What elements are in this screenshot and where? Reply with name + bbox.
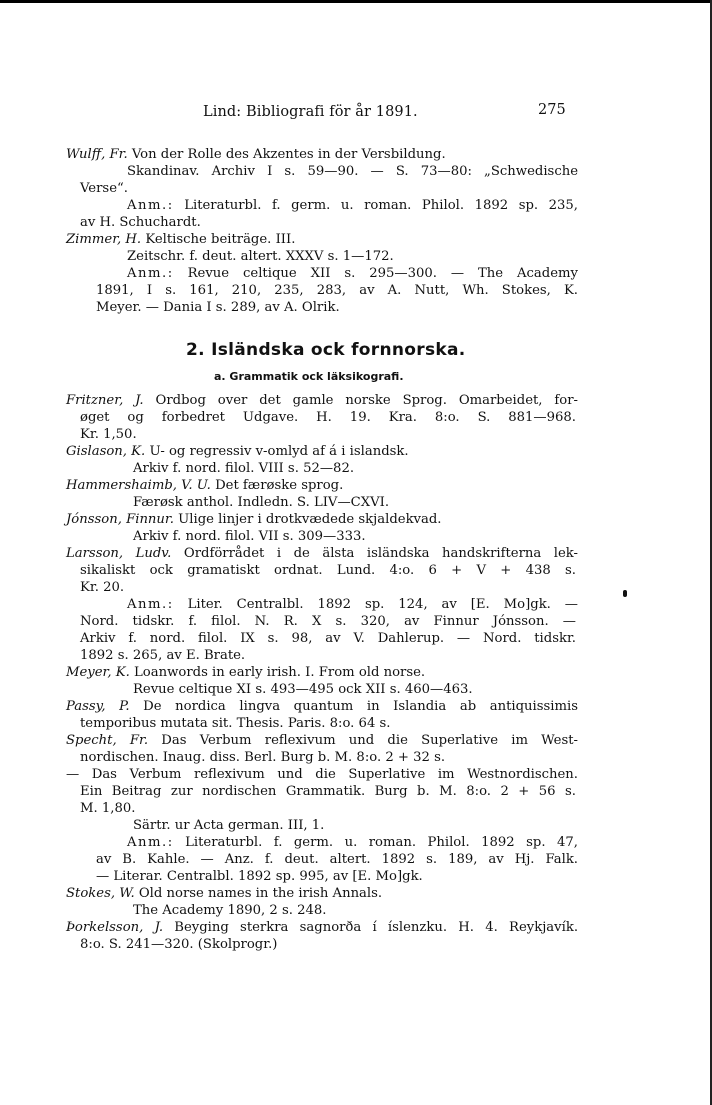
author-name: Þorkelsson, J.: [66, 920, 164, 935]
anm-label: Anm.:: [127, 597, 174, 612]
entry-fritzner-line-1: [66, 392, 578, 409]
entry-zimmer-line-4: 1891, I s. 161, 210, 235, 283, av A. Nutt, Wh. Stokes, K.: [96, 283, 578, 298]
author-name: Jónsson, Finnur.: [66, 512, 174, 527]
entry-specht-line-9: — Literar. Centralbl. 1892 sp. 995, av [E. Mo]gk.: [96, 869, 423, 884]
entry-specht-line-4: Ein Beitrag zur nordischen Grammatik. Burg b. M. 8:o. 2 + 56 s.: [80, 784, 576, 799]
entry-text: Das Verbum reflexivum und die Superlative im West-: [161, 733, 578, 748]
author-name: Zimmer, H.: [66, 232, 142, 247]
entry-zimmer-line-5: Meyer. — Dania I s. 289, av A. Olrik.: [96, 300, 340, 315]
entry-larsson-line-7: 1892 s. 265, av E. Brate.: [80, 648, 246, 663]
entry-text: Keltische beiträge. III.: [145, 232, 296, 247]
entry-thorkelsson-line-1: [66, 919, 578, 936]
entry-hammershaimb-line-2: Færøsk anthol. Indledn. S. LIV—CXVI.: [133, 495, 390, 510]
author-name: Meyer, K.: [66, 665, 130, 680]
entry-larsson-line-3: Kr. 20.: [80, 580, 125, 595]
author-name: Wulff, Fr.: [66, 147, 128, 162]
entry-text: Literaturbl. f. germ. u. roman. Philol. 1892 sp. 47,: [185, 835, 578, 850]
entry-passy-line-2: temporibus mutata sit. Thesis. Paris. 8:o. 64 s.: [80, 716, 391, 731]
entry-jonsson-line-1: [66, 511, 578, 528]
entry-text: Old norse names in the irish Annals.: [138, 886, 383, 901]
author-name: Gislason, K.: [66, 444, 146, 459]
entry-wulff-line-3: Verse“.: [80, 181, 128, 196]
entry-gislason-line-1: [66, 443, 578, 460]
author-name: Fritzner, J.: [66, 393, 144, 408]
anm-label: Anm.:: [127, 198, 174, 213]
entry-meyer-line-1: [66, 664, 578, 681]
entry-specht-line-2: nordischen. Inaug. diss. Berl. Burg b. M. 8:o. 2 + 32 s.: [80, 750, 446, 765]
entry-thorkelsson-line-2: 8:o. S. 241—320. (Skolprogr.): [80, 937, 278, 952]
entry-specht-line-1: [66, 732, 578, 749]
author-name: Hammershaimb, V. U.: [66, 478, 211, 493]
entry-meyer-line-2: Revue celtique XI s. 493—495 ock XII s. 460—463.: [133, 682, 473, 697]
entry-wulff-line-1: [66, 146, 578, 163]
anm-label: Anm.:: [127, 835, 174, 850]
entry-zimmer-line-1: [66, 231, 578, 248]
entry-gislason-line-2: Arkiv f. nord. filol. VIII s. 52—82.: [133, 461, 355, 476]
entry-text: Liter. Centralbl. 1892 sp. 124, av [E. Mo]gk. —: [187, 597, 578, 612]
entry-wulff-line-5: av H. Schuchardt.: [80, 215, 201, 230]
entry-jonsson-line-2: Arkiv f. nord. filol. VII s. 309—333.: [133, 529, 366, 544]
entry-wulff-line-2: Skandinav. Archiv I s. 59—90. — S. 73—80: „Schwedische: [127, 164, 578, 179]
section-heading: 2. Isländska ock fornnorska.: [186, 340, 466, 360]
entry-larsson-line-5: Nord. tidskr. f. filol. N. R. X s. 320, av Finnur Jónsson. —: [80, 614, 576, 629]
entry-specht-line-7: [127, 834, 578, 851]
entry-specht-line-5: M. 1,80.: [80, 801, 136, 816]
entry-text: U- og regressiv v-omlyd af á i islandsk.: [149, 444, 409, 459]
entry-stokes-line-2: The Academy 1890, 2 s. 248.: [133, 903, 327, 918]
entry-text: Revue celtique XII s. 295—300. — The Academy: [187, 266, 578, 281]
entry-text: Ulige linjer i drotkvædede skjaldekvad.: [178, 512, 442, 527]
page-number: 275: [538, 102, 566, 118]
entry-zimmer-line-3: [127, 265, 578, 282]
entry-stokes-line-1: [66, 885, 578, 902]
entry-text: Loanwords in early irish. I. From old norse.: [134, 665, 426, 680]
running-header: Lind: Bibliografi för år 1891.: [203, 104, 418, 120]
entry-hammershaimb-line-1: [66, 477, 578, 494]
author-name: Specht, Fr.: [66, 733, 149, 748]
entry-zimmer-line-2: Zeitschr. f. deut. altert. XXXV s. 1—172.: [127, 249, 394, 264]
margin-mark: [623, 590, 627, 597]
subsection-heading: a. Grammatik ock läksikografi.: [214, 370, 404, 383]
author-name: Stokes, W.: [66, 886, 135, 901]
entry-text: Literaturbl. f. germ. u. roman. Philol. 1892 sp. 235,: [184, 198, 578, 213]
entry-specht-line-3: — Das Verbum reflexivum und die Superlative im Westnordischen.: [66, 767, 578, 782]
entry-passy-line-1: [66, 698, 578, 715]
entry-text: Beyging sterkra sagnorða í íslenzku. H. 4. Reykjavík.: [174, 920, 579, 935]
entry-text: Ordbog over det gamle norske Sprog. Omarbeidet, for-: [155, 393, 578, 408]
entry-larsson-line-1: [66, 545, 578, 562]
anm-label: Anm.:: [127, 266, 174, 281]
entry-larsson-line-4: [127, 596, 578, 613]
entry-wulff-line-4: [127, 197, 578, 214]
author-name: Larsson, Ludv.: [66, 546, 172, 561]
entry-text: Ordförrådet i de älsta isländska handskrifterna lek-: [183, 546, 579, 561]
entry-text: Von der Rolle des Akzentes in der Versbildung.: [131, 147, 446, 162]
entry-fritzner-line-3: Kr. 1,50.: [80, 427, 137, 442]
entry-larsson-line-2: sikaliskt ock gramatiskt ordnat. Lund. 4:o. 6 + V + 438 s.: [80, 563, 576, 578]
entry-specht-line-6: Särtr. ur Acta german. III, 1.: [133, 818, 325, 833]
entry-specht-line-8: av B. Kahle. — Anz. f. deut. altert. 1892 s. 189, av Hj. Falk.: [96, 852, 578, 867]
author-name: Passy, P.: [66, 699, 130, 714]
entry-larsson-line-6: Arkiv f. nord. filol. IX s. 98, av V. Dahlerup. — Nord. tidskr.: [80, 631, 576, 646]
entry-text: Det færøske sprog.: [215, 478, 344, 493]
entry-text: De nordica lingva quantum in Islandia ab antiquissimis: [143, 699, 578, 714]
entry-fritzner-line-2: øget og forbedret Udgave. H. 19. Kra. 8:o. S. 881—968.: [80, 410, 576, 425]
page-top-edge: [0, 0, 712, 3]
